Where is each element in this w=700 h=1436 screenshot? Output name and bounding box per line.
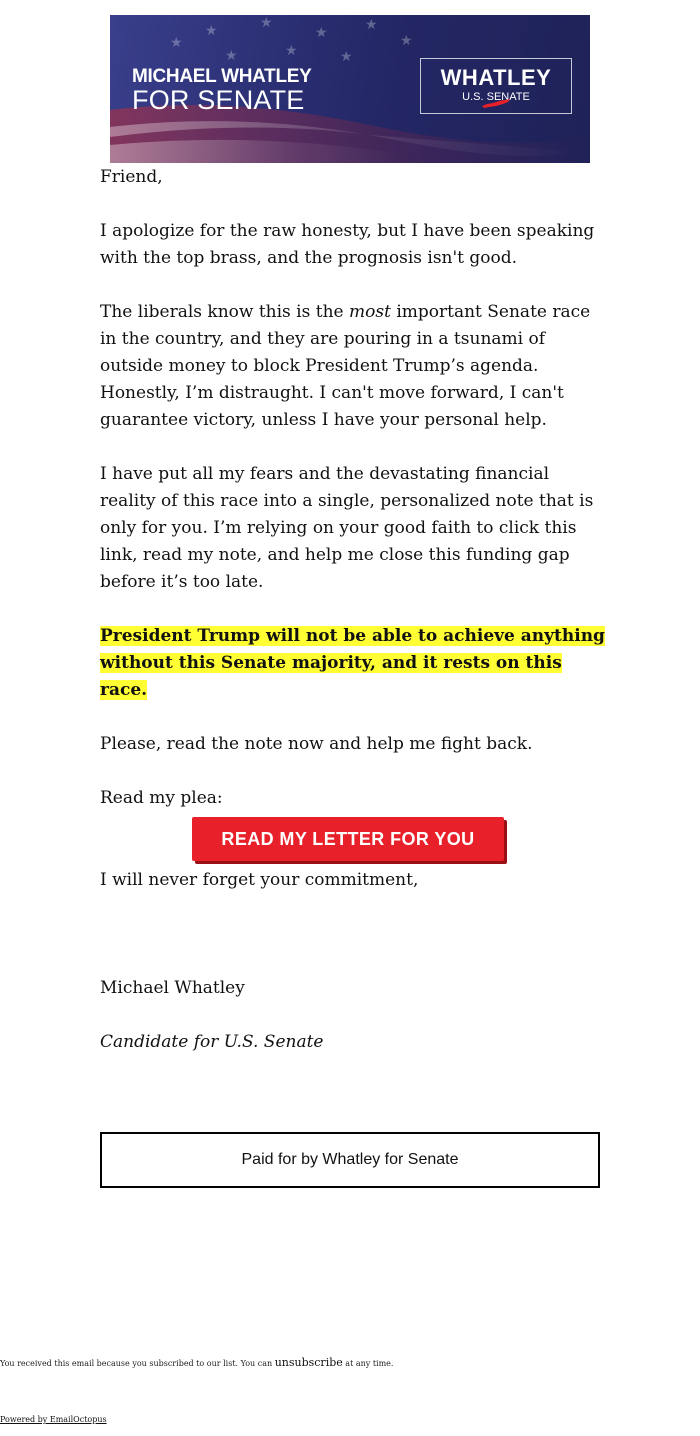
paragraph-5: Read my plea: [100, 788, 223, 808]
svg-text:★: ★ [315, 25, 328, 41]
greeting: Friend, [100, 167, 163, 187]
svg-text:★: ★ [285, 43, 298, 59]
paragraph-2-end: important Senate race in the country, and they are pouring in a tsunami of outside money to block President Trump’s agenda. Honestly, I’m distraught. I can't move forward, I can't guarantee victory, unless I have your personal help. [100, 302, 591, 430]
banner-title-line2: FOR SENATE [132, 85, 305, 115]
svg-text:★: ★ [400, 33, 413, 49]
banner-title [132, 67, 312, 113]
signoff: I will never forget your commitment, [100, 870, 419, 890]
read-letter-button[interactable]: READ MY LETTER FOR YOU [192, 817, 504, 861]
signature-name: Michael Whatley [100, 978, 245, 998]
badge-subtitle: U.S. SENATE [462, 91, 530, 103]
spacer [100, 921, 605, 948]
svg-text:★: ★ [340, 49, 353, 65]
badge-name: WHATLEY [440, 65, 552, 90]
svg-text:★: ★ [170, 35, 183, 51]
paid-for-disclaimer: Paid for by Whatley for Senate [100, 1132, 600, 1188]
paragraph-3: I have put all my fears and the devastating financial reality of this race into a single, personalized note that is only for you. I’m relying on your good faith to click this link, read my note, and help me close this funding gap before it’s too late. [100, 464, 594, 592]
powered-by-link[interactable]: Powered by EmailOctopus [0, 1415, 107, 1424]
svg-text:★: ★ [225, 48, 238, 64]
unsubscribe-link[interactable]: unsubscribe [274, 1356, 343, 1369]
signature-title: Candidate for U.S. Senate [100, 1032, 324, 1052]
whatley-logo-badge [420, 58, 572, 114]
banner-title-line1: MICHAEL WHATLEY [132, 66, 312, 87]
highlight-paragraph [100, 623, 605, 704]
paragraph-2 [100, 299, 605, 434]
north-carolina-state-icon [481, 99, 511, 108]
paragraph-2-emphasis: most [349, 302, 391, 322]
highlighted-text: President Trump will not be able to achieve anything without this Senate majority, and it rests on this race. [100, 626, 605, 700]
paragraph-4: Please, read the note now and help me fight back. [100, 734, 533, 754]
paragraph-1: I apologize for the raw honesty, but I have been speaking with the top brass, and the prognosis isn't good. [100, 221, 595, 268]
svg-text:★: ★ [365, 17, 378, 33]
cta-container [100, 817, 605, 857]
paragraph-2-start: The liberals know this is the [100, 302, 349, 322]
footer-text-end: at any time. [342, 1359, 394, 1368]
header-banner [110, 15, 590, 163]
footer-text-start: You received this email because you subscribed to our list. You can [0, 1359, 275, 1368]
footer-notice [0, 1356, 393, 1369]
svg-text:★: ★ [205, 23, 218, 39]
email-body [100, 164, 605, 1083]
svg-text:★: ★ [260, 15, 273, 31]
